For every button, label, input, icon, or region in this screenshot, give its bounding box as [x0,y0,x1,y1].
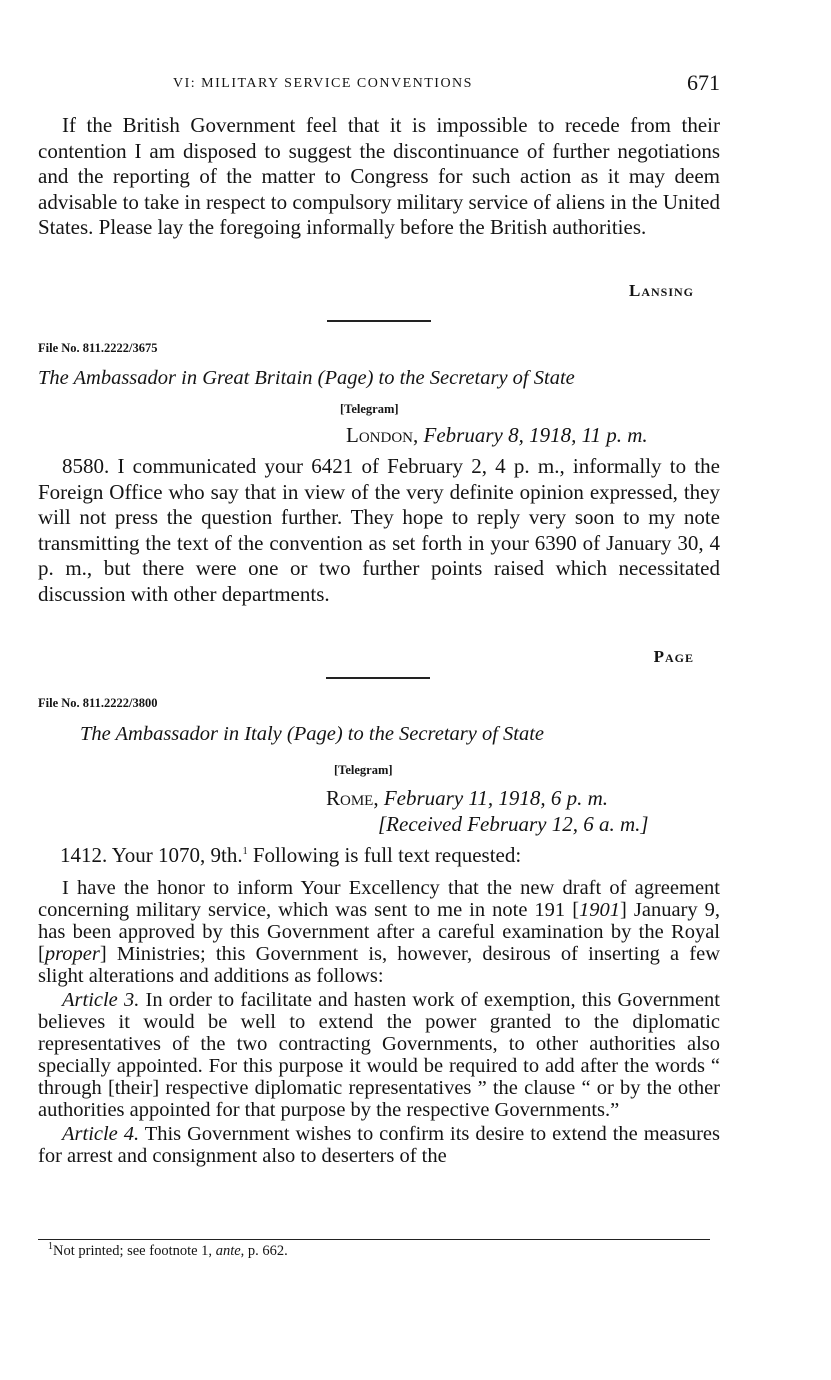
text-run: I have the honor to inform Your Excellency that the new draft of agreement concerning military service, which was sent to me in note 191 [ [38,877,720,921]
text-run: ] January 9, has been approved by this Government after a careful examination by the Royal [ [38,899,720,965]
article-label: Article 4. [62,1123,140,1145]
intro-text: 1412. Your 1070, 9th. [60,843,243,867]
heading-name: Page [324,367,367,389]
document-heading [38,367,575,390]
article-text: In order to facilitate and hasten work of exemption, this Government believes it would be well to extend the power granted to the diplomatic representatives of the two contracting Governments, to other authorities also specially appointed. For this purpose it would be required to add after the words “ through [their] respective diplomatic representatives ” the clause “ or by the other authorities appointed for that purpose by the respective Governments.” [38,989,720,1121]
dateline: London, February 8, 1918, 11 p. m. [346,423,648,447]
telegram-label: [Telegram] [340,402,399,416]
page-telegram-body [38,454,720,607]
heading-part: ) to the Secretary of State [335,723,545,745]
footnote-mark: 1 [48,1241,53,1253]
file-number: File No. 811.2222/3800 [38,696,158,710]
telegram-label: [Telegram] [334,763,393,777]
footnote-text: , p. 662. [240,1243,288,1259]
dateline-place: Rome [326,786,374,810]
body-paragraph: If the British Government feel that it is impossible to recede from their contention I am disposed to suggest the discontinuance of further negotiations and the reporting of the matter to Congress for such action as it may deem advisable to take in respect to compulsory military service of aliens in the United States. Please lay the foregoing informally before the British authorities. [38,113,720,239]
article-3 [38,989,720,1121]
running-head: VI: MILITARY SERVICE CONVENTIONS [173,76,473,91]
page-header [38,70,722,100]
footnote [48,1243,288,1260]
received-line: [Received February 12, 6 a. m.] [378,812,649,836]
signature-lansing: Lansing [628,281,694,300]
section-divider [327,320,431,322]
intro-line [38,843,720,869]
article-4 [38,1123,720,1167]
section-divider [326,677,430,679]
heading-part: ) to the Secretary of State [366,367,575,389]
quoted-note [38,877,720,1167]
text-run-italic: proper [44,943,100,965]
heading-part: The Ambassador in Italy ( [80,723,294,745]
dateline-place: London [346,423,413,447]
signature-block [38,281,720,303]
article-text: This Government wishes to confirm its desire to extend the measures for arrest and consignment also to deserters of the [38,1123,720,1167]
signature-block [38,647,720,669]
footnote-text: Not printed; see footnote 1, [53,1243,216,1259]
text-run-italic: 1901 [579,899,621,921]
article-label: Article 3. [62,989,140,1011]
text-run: ] Ministries; this Government is, however, desirous of inserting a few slight alterations and additions as follows: [38,943,720,987]
quoted-paragraph [38,877,720,987]
dateline-date: February 8, 1918, 11 p. m. [423,423,648,447]
rome-telegram-intro [38,843,720,869]
dateline: Rome, February 11, 1918, 6 p. m. [326,786,609,810]
intro-text: Following is full text requested: [247,843,522,867]
lansing-telegram-end [38,113,720,241]
file-number: File No. 811.2222/3675 [38,341,158,355]
body-paragraph: 8580. I communicated your 6421 of February 2, 4 p. m., informally to the Foreign Office who say that in view of the very definite opinion expressed, they will not press the question further. They hope to reply very soon to my note transmitting the text of the convention as set forth in your 6390 of January 30, 4 p. m., but there were one or two further points raised which necessitated discussion with other departments. [38,454,720,606]
page-number: 671 [687,70,720,95]
footnote-marker: 1 [242,846,248,857]
footnote-text-italic: ante [215,1243,241,1259]
signature-page: Page [653,647,694,666]
dateline-date: February 11, 1918, 6 p. m. [383,786,609,810]
document-heading [80,723,544,746]
footnote-divider [38,1239,710,1240]
heading-name: Page [293,723,336,745]
heading-part: The Ambassador in Great Britain ( [38,367,325,389]
